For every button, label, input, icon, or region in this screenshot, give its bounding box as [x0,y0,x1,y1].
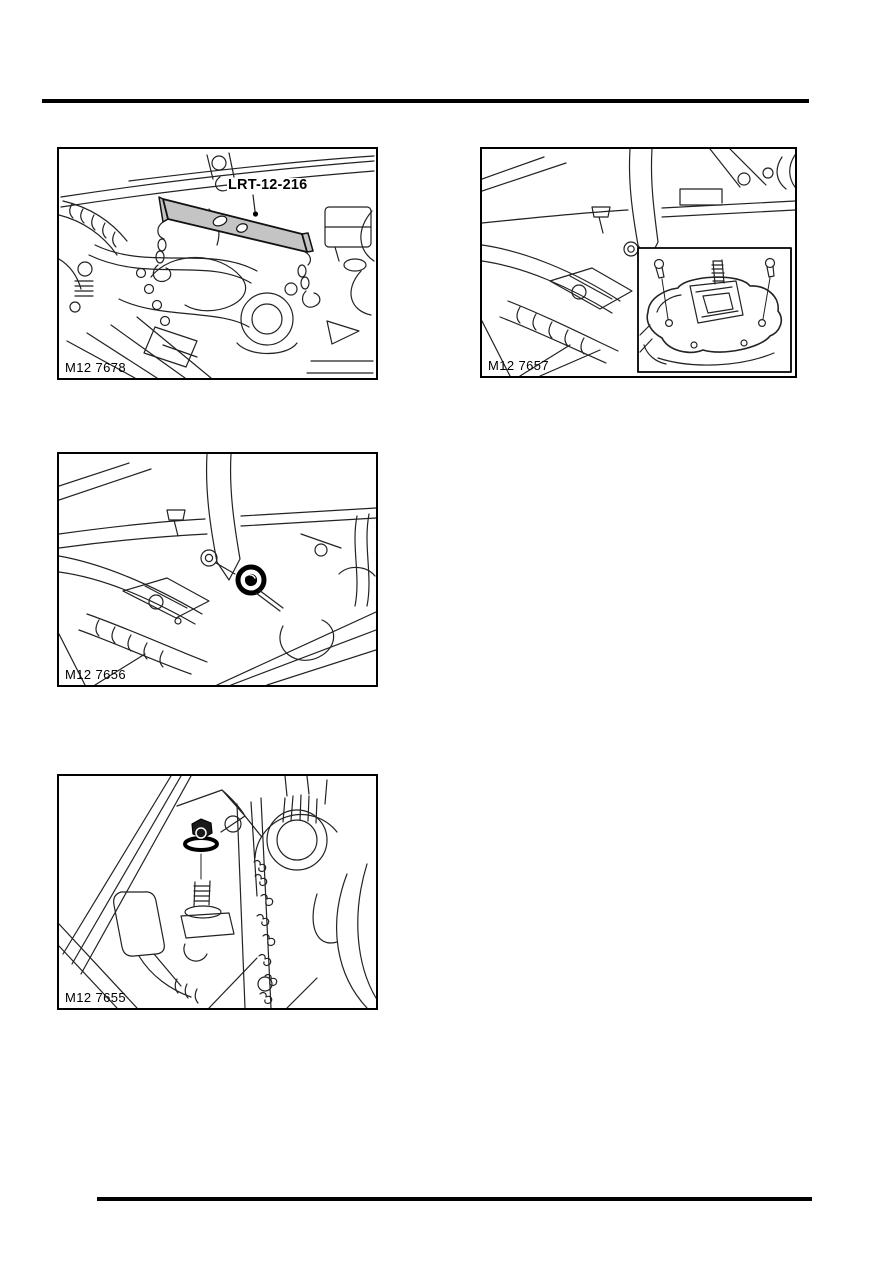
top-horizontal-rule [42,99,809,103]
engine-mount-illustration [482,149,795,376]
figure-caption: M12 7656 [65,666,127,682]
figure-caption: M12 7678 [65,359,127,375]
figure-engine-support-tool [57,147,378,380]
engine-bay-lines [59,153,374,327]
figure-caption: M12 7657 [488,357,550,373]
highlighted-nut [238,567,283,611]
label-leader-line [253,195,258,217]
threaded-stud [181,854,234,938]
figure-engine-mount-inset [480,147,797,378]
inset-panel [638,248,791,372]
mount-nut-illustration [59,454,376,685]
chassis-lines [59,454,376,685]
support-beam [159,197,313,252]
mount-stud-illustration [59,776,376,1008]
bottom-horizontal-rule [97,1197,812,1201]
figure-engine-mount-nut [57,452,378,687]
figure-caption: M12 7655 [65,989,127,1005]
tool-label: LRT-12-216 [228,177,308,193]
dark-nut [185,819,217,850]
coil-mount [255,776,376,1008]
engine-bay-illustration [59,149,376,378]
frame-lines [59,776,317,1008]
figure-mount-stud-nut [57,774,378,1010]
